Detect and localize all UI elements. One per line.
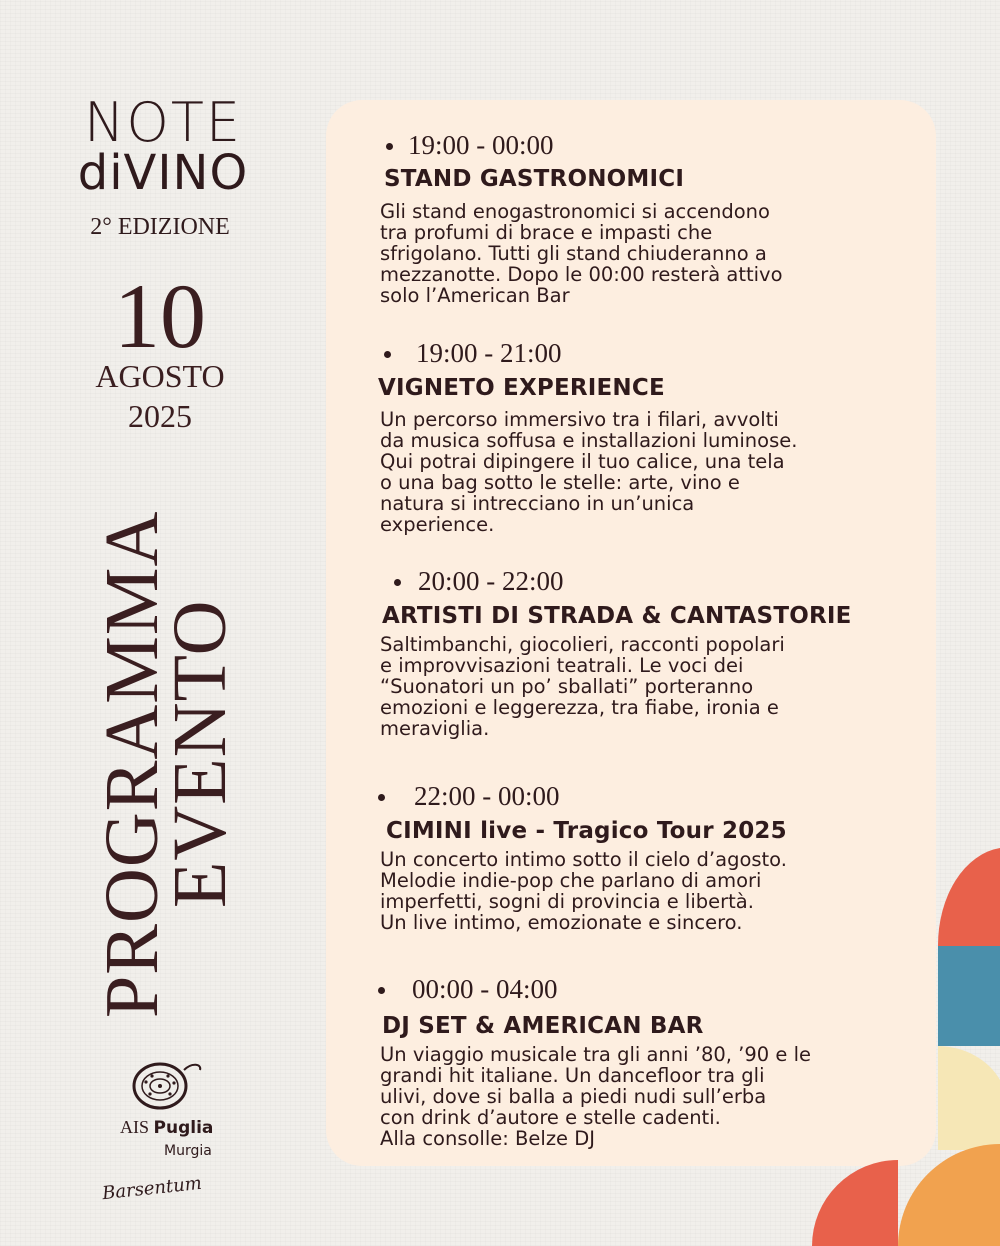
event-description: Gli stand enogastronomici si accendono tra profumi di brace e impasti che sfrigolano. Tutti gli stand chiuderanno a mezzanotte. Dopo le 00:00 resterà attivo solo l’American Bar: [380, 200, 783, 307]
bottom-red-shape: [812, 1160, 898, 1246]
event-title: CIMINI live - Tragico Tour 2025: [386, 818, 787, 844]
ais-region: Puglia: [153, 1118, 214, 1138]
vertical-title-evento: EVENTO: [158, 599, 242, 908]
bottom-orange-shape: [898, 1144, 1000, 1246]
event-description: Un concerto intimo sotto il cielo d’agosto. Melodie indie-pop che parlano di amori imperfetti, sogni di provincia e libertà. Un live intimo, emozionate e sincero.: [380, 848, 787, 934]
event-month: AGOSTO: [95, 358, 225, 394]
event-time: 20:00 - 22:00: [418, 566, 564, 596]
event-year: 2025: [128, 398, 192, 434]
event-title: STAND GASTRONOMICI: [384, 166, 685, 192]
event-time: 19:00 - 00:00: [408, 130, 554, 160]
event-description: Saltimbanchi, giocolieri, racconti popolari e improvvisazioni teatrali. Le voci dei “Suonatori un po’ sballati” porteranno emozioni e leggerezza, tra fiabe, ironia e meraviglia.: [380, 633, 785, 740]
yellow-shape: [938, 1046, 1000, 1150]
event-description: Un viaggio musicale tra gli anni ’80, ’90 e le grandi hit italiane. Un dancefloor tra gli ulivi, dove si balla a piedi nudi sull’erba con drink d’autore e stelle cadenti. Alla consolle: Belze DJ: [380, 1043, 811, 1150]
event-title: DJ SET & AMERICAN BAR: [382, 1013, 704, 1039]
vertical-title-programma: PROGRAMMA: [90, 510, 174, 1018]
blue-shape: [938, 946, 1000, 1046]
logo-title-note: NOTE: [83, 91, 242, 154]
event-description: Un percorso immersivo tra i filari, avvolti da musica soffusa e installazioni luminose. Qui potrai dipingere il tuo calice, una tela o una bag sotto le stelle: arte, vino e natura si intrecciano in un’unica experience.: [380, 408, 798, 536]
event-time: 22:00 - 00:00: [414, 781, 560, 811]
event-title: ARTISTI DI STRADA & CANTASTORIE: [382, 603, 852, 629]
ais-area: Murgia: [164, 1143, 212, 1159]
ais-name: AIS: [120, 1117, 150, 1137]
event-day: 10: [114, 265, 206, 367]
red-shape: [938, 848, 1000, 946]
edition-label: 2° EDIZIONE: [90, 214, 230, 240]
event-title: VIGNETO EXPERIENCE: [378, 375, 665, 401]
logo-title-divino: diVINO: [77, 145, 249, 201]
barsentum-signature: Barsentum: [101, 1172, 203, 1205]
event-time: 00:00 - 04:00: [412, 974, 558, 1004]
event-time: 19:00 - 21:00: [416, 338, 562, 368]
